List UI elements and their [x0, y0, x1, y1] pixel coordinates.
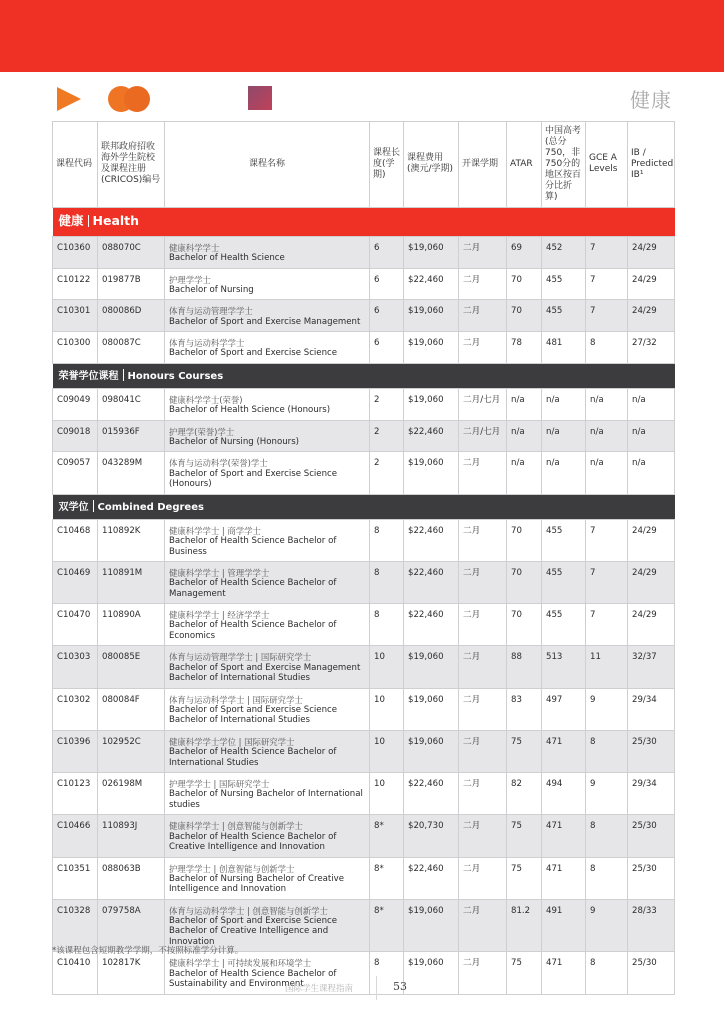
table-row — [53, 773, 675, 815]
gaokao-score: 471 — [542, 730, 586, 772]
course-name-en: Bachelor of Sport and Exercise Science Bachelor of International Studies — [169, 704, 338, 726]
course-name-en: Bachelor of Sport and Exercise Science (Honours) — [169, 468, 338, 490]
course-code: C10303 — [53, 646, 98, 688]
gaokao-score: 513 — [542, 646, 586, 688]
cricos-code: 110891M — [98, 562, 165, 604]
intake: 二月 — [459, 300, 507, 332]
group-title-en: Combined Degrees — [97, 501, 204, 513]
gce-score: n/a — [586, 388, 628, 420]
ib-score: 25/30 — [628, 952, 675, 994]
table-row — [53, 268, 675, 300]
course-name — [165, 300, 370, 332]
course-length: 6 — [370, 236, 404, 268]
course-length: 2 — [370, 452, 404, 494]
gaokao-score: 471 — [542, 952, 586, 994]
col-header-name: 课程名称 — [165, 122, 370, 208]
course-name-zh: 健康科学学士 | 经济学学士 — [169, 610, 270, 621]
course-name-en: Bachelor of Health Science Bachelor of Sustainability and Environment — [169, 968, 337, 990]
ib-score: n/a — [628, 452, 675, 494]
ib-score: 24/29 — [628, 236, 675, 268]
group-title-separator — [123, 369, 124, 381]
course-fee: $22,460 — [404, 773, 459, 815]
gce-score: 11 — [586, 646, 628, 688]
group-header-row — [53, 494, 675, 519]
course-code: C10302 — [53, 688, 98, 730]
course-name-zh: 体育与运动科学学士 | 创意智能与创新学士 — [169, 905, 328, 916]
cricos-code: 088063B — [98, 857, 165, 899]
course-name — [165, 420, 370, 452]
gaokao-score: 455 — [542, 604, 586, 646]
col-header-gaokao: 中国高考(总分750，非750分的地区按百分比折算) — [542, 122, 586, 208]
course-name — [165, 452, 370, 494]
course-name-zh: 健康科学学士学位 | 国际研究学士 — [169, 736, 295, 747]
group-title-en: Honours Courses — [127, 370, 224, 382]
course-name-zh: 体育与运动科学学士 — [169, 337, 245, 348]
course-length: 10 — [370, 730, 404, 772]
course-name-zh: 体育与运动科学学士 | 国际研究学士 — [169, 694, 303, 705]
course-name — [165, 857, 370, 899]
section-title: 健康 — [630, 88, 672, 112]
cricos-code: 110892K — [98, 519, 165, 561]
course-name-zh: 健康科学学士 | 商学学士 — [169, 525, 261, 536]
course-name — [165, 331, 370, 363]
course-name — [165, 773, 370, 815]
course-code: C10396 — [53, 730, 98, 772]
course-name-en: Bachelor of Sport and Exercise Management Bachelor of International Studies — [169, 662, 361, 684]
cricos-code: 080087C — [98, 331, 165, 363]
course-name-en: Bachelor of Sport and Exercise Science — [169, 348, 338, 359]
course-name — [165, 730, 370, 772]
intake: 二月 — [459, 952, 507, 994]
course-name-zh: 健康科学学士(荣誉) — [169, 394, 243, 405]
course-name-en: Bachelor of Nursing (Honours) — [169, 436, 300, 447]
table-row — [53, 604, 675, 646]
table-row — [53, 815, 675, 857]
col-header-atar: ATAR — [507, 122, 542, 208]
table-row — [53, 562, 675, 604]
cricos-code: 102952C — [98, 730, 165, 772]
course-name-en: Bachelor of Sport and Exercise Science Bachelor of Creative Intelligence and Innovation — [169, 916, 338, 947]
intake: 二月 — [459, 688, 507, 730]
course-code: C10122 — [53, 268, 98, 300]
cricos-code: 079758A — [98, 899, 165, 952]
atar-score: n/a — [507, 420, 542, 452]
course-name-en: Bachelor of Sport and Exercise Management — [169, 316, 361, 327]
course-fee: $19,060 — [404, 388, 459, 420]
atar-score: n/a — [507, 388, 542, 420]
course-name-zh: 健康科学学士 | 可持续发展和环境学士 — [169, 958, 312, 969]
course-fee: $19,060 — [404, 730, 459, 772]
double-circle-icon-right — [124, 86, 150, 112]
gce-score: 9 — [586, 773, 628, 815]
course-length: 2 — [370, 388, 404, 420]
atar-score: 81.2 — [507, 899, 542, 952]
course-code: C10466 — [53, 815, 98, 857]
gce-score: 7 — [586, 236, 628, 268]
course-fee: $19,060 — [404, 952, 459, 994]
course-code: C10351 — [53, 857, 98, 899]
group-title-zh: 健康 — [58, 212, 84, 228]
gce-score: 7 — [586, 268, 628, 300]
intake: 二月 — [459, 815, 507, 857]
course-fee: $22,460 — [404, 519, 459, 561]
gaokao-score: n/a — [542, 388, 586, 420]
ib-score: 28/33 — [628, 899, 675, 952]
gaokao-score: n/a — [542, 420, 586, 452]
ib-score: 27/32 — [628, 331, 675, 363]
course-fee: $19,060 — [404, 236, 459, 268]
course-length: 8 — [370, 562, 404, 604]
ib-score: 24/29 — [628, 519, 675, 561]
col-header-fee: 课程费用(澳元/学期) — [404, 122, 459, 208]
course-fee: $22,460 — [404, 562, 459, 604]
course-fee: $19,060 — [404, 300, 459, 332]
course-length: 10 — [370, 773, 404, 815]
atar-score: 70 — [507, 562, 542, 604]
group-title-en: Health — [92, 212, 140, 228]
course-name-zh: 护理学(荣誉)学士 — [169, 426, 235, 437]
gce-score: 8 — [586, 952, 628, 994]
course-fee: $19,060 — [404, 646, 459, 688]
col-header-code: 课程代码 — [53, 122, 98, 208]
intake: 二月 — [459, 730, 507, 772]
ib-score: 24/29 — [628, 300, 675, 332]
gce-score: 7 — [586, 604, 628, 646]
table-row — [53, 688, 675, 730]
atar-score: 75 — [507, 952, 542, 994]
atar-score: 70 — [507, 604, 542, 646]
cricos-code: 088070C — [98, 236, 165, 268]
intake: 二月 — [459, 519, 507, 561]
gaokao-score: n/a — [542, 452, 586, 494]
cricos-code: 110890A — [98, 604, 165, 646]
atar-score: 70 — [507, 519, 542, 561]
footnote: *该课程包含短期教学学期，不按照标准学分计算。 — [52, 946, 244, 956]
play-triangle-icon — [57, 87, 81, 111]
course-length: 6 — [370, 300, 404, 332]
course-name-zh: 体育与运动管理学学士 | 国际研究学士 — [169, 652, 312, 663]
course-fee: $19,060 — [404, 688, 459, 730]
course-code: C10328 — [53, 899, 98, 952]
gaokao-score: 497 — [542, 688, 586, 730]
group-header — [53, 207, 675, 236]
intake: 二月 — [459, 899, 507, 952]
course-name — [165, 688, 370, 730]
table-row — [53, 646, 675, 688]
ib-score: 32/37 — [628, 646, 675, 688]
course-name-zh: 健康科学学士 | 管理学学士 — [169, 568, 270, 578]
course-code: C10123 — [53, 773, 98, 815]
course-name-en: Bachelor of Health Science — [169, 253, 285, 264]
course-code: C09049 — [53, 388, 98, 420]
gce-score: 8 — [586, 730, 628, 772]
course-length: 8 — [370, 519, 404, 561]
course-length: 2 — [370, 420, 404, 452]
gaokao-score: 471 — [542, 857, 586, 899]
group-title-separator — [93, 500, 94, 512]
course-length: 8* — [370, 815, 404, 857]
intake: 二月 — [459, 773, 507, 815]
cricos-code: 080085E — [98, 646, 165, 688]
cricos-code: 080084F — [98, 688, 165, 730]
table-row — [53, 952, 675, 994]
gce-score: n/a — [586, 420, 628, 452]
course-length: 10 — [370, 688, 404, 730]
course-name — [165, 562, 370, 604]
course-name — [165, 815, 370, 857]
intake: 二月 — [459, 646, 507, 688]
gce-score: 7 — [586, 519, 628, 561]
atar-score: 83 — [507, 688, 542, 730]
table-row — [53, 452, 675, 494]
atar-score: 88 — [507, 646, 542, 688]
group-title-zh: 双学位 — [58, 501, 89, 513]
table-row — [53, 300, 675, 332]
gce-score: 8 — [586, 815, 628, 857]
gaokao-score: 455 — [542, 268, 586, 300]
group-header — [53, 363, 675, 388]
course-code: C10470 — [53, 604, 98, 646]
course-code: C09057 — [53, 452, 98, 494]
course-length: 6 — [370, 331, 404, 363]
group-header — [53, 494, 675, 519]
ib-score: 24/29 — [628, 604, 675, 646]
gaokao-score: 455 — [542, 300, 586, 332]
atar-score: 70 — [507, 268, 542, 300]
cricos-code: 080086D — [98, 300, 165, 332]
course-name — [165, 519, 370, 561]
intake: 二月/七月 — [459, 388, 507, 420]
intake: 二月 — [459, 562, 507, 604]
table-row — [53, 519, 675, 561]
atar-score: 70 — [507, 300, 542, 332]
gaokao-score: 455 — [542, 519, 586, 561]
ib-score: 25/30 — [628, 730, 675, 772]
gaokao-score: 481 — [542, 331, 586, 363]
course-code: C10301 — [53, 300, 98, 332]
gce-score: 9 — [586, 688, 628, 730]
course-name-zh: 健康科学学士 | 创意智能与创新学士 — [169, 821, 303, 832]
course-length: 8* — [370, 857, 404, 899]
table-row — [53, 331, 675, 363]
course-code: C10300 — [53, 331, 98, 363]
page-number: 53 — [393, 980, 407, 993]
course-name-en: Bachelor of Health Science Bachelor of Management — [169, 578, 337, 599]
brand-icons-row — [0, 84, 724, 114]
atar-score: 75 — [507, 857, 542, 899]
course-fee: $19,060 — [404, 331, 459, 363]
table-row — [53, 857, 675, 899]
cricos-code: 015936F — [98, 420, 165, 452]
course-length: 8 — [370, 604, 404, 646]
course-name-en: Bachelor of Health Science Bachelor of Economics — [169, 620, 337, 641]
course-name-en: Bachelor of Health Science Bachelor of Business — [169, 536, 337, 557]
ib-score: 24/29 — [628, 268, 675, 300]
course-name-zh: 健康科学学士 — [169, 242, 220, 253]
course-name-zh: 护理学学士 — [169, 274, 211, 285]
course-name-en: Bachelor of Nursing Bachelor of Creative Intelligence and Innovation — [169, 873, 345, 895]
atar-score: n/a — [507, 452, 542, 494]
intake: 二月 — [459, 452, 507, 494]
intake: 二月 — [459, 268, 507, 300]
ib-score: 29/34 — [628, 688, 675, 730]
course-code: C10410 — [53, 952, 98, 994]
group-header-row — [53, 207, 675, 236]
footer-guide-title: 国际学生课程指南 — [285, 984, 354, 994]
cricos-code: 019877B — [98, 268, 165, 300]
course-fee: $20,730 — [404, 815, 459, 857]
course-name — [165, 388, 370, 420]
col-header-cricos: 联邦政府招收海外学生院校及课程注册(CRICOS)编号 — [98, 122, 165, 208]
atar-score: 75 — [507, 815, 542, 857]
course-code: C10469 — [53, 562, 98, 604]
course-code: C10468 — [53, 519, 98, 561]
intake: 二月/七月 — [459, 420, 507, 452]
course-code: C09018 — [53, 420, 98, 452]
course-name — [165, 646, 370, 688]
col-header-intake: 开课学期 — [459, 122, 507, 208]
course-length: 8* — [370, 899, 404, 952]
gaokao-score: 452 — [542, 236, 586, 268]
course-fee: $19,060 — [404, 899, 459, 952]
ib-score: 25/30 — [628, 857, 675, 899]
intake: 二月 — [459, 331, 507, 363]
atar-score: 82 — [507, 773, 542, 815]
gce-score: 7 — [586, 300, 628, 332]
cricos-code: 102817K — [98, 952, 165, 994]
course-name — [165, 268, 370, 300]
group-title-separator — [88, 215, 89, 227]
gce-score: 7 — [586, 562, 628, 604]
course-name-en: Bachelor of Nursing Bachelor of International studies — [169, 789, 363, 810]
table-row — [53, 388, 675, 420]
course-fee: $22,460 — [404, 420, 459, 452]
footer-divider — [376, 976, 377, 1000]
table-row — [53, 420, 675, 452]
gce-score: 8 — [586, 331, 628, 363]
intake: 二月 — [459, 604, 507, 646]
gce-score: 8 — [586, 857, 628, 899]
cricos-code: 098041C — [98, 388, 165, 420]
course-name-en: Bachelor of Health Science Bachelor of Creative Intelligence and Innovation — [169, 831, 337, 853]
cricos-code: 026198M — [98, 773, 165, 815]
col-header-length: 课程长度(学期) — [370, 122, 404, 208]
col-header-gce: GCE A Levels — [586, 122, 628, 208]
col-header-ib: IB / Predicted IB¹ — [628, 122, 675, 208]
ib-score: n/a — [628, 388, 675, 420]
course-name-en: Bachelor of Health Science Bachelor of International Studies — [169, 747, 337, 768]
course-name-zh: 护理学学士 | 创意智能与创新学士 — [169, 863, 295, 874]
gaokao-score: 471 — [542, 815, 586, 857]
course-length: 10 — [370, 646, 404, 688]
ib-score: 24/29 — [628, 562, 675, 604]
course-fee: $22,460 — [404, 857, 459, 899]
group-title-zh: 荣誉学位课程 — [58, 370, 119, 382]
intake: 二月 — [459, 236, 507, 268]
ib-score: 29/34 — [628, 773, 675, 815]
gce-score: 9 — [586, 899, 628, 952]
course-name-en: Bachelor of Nursing — [169, 284, 254, 295]
course-name — [165, 236, 370, 268]
group-header-row — [53, 363, 675, 388]
course-name — [165, 604, 370, 646]
gaokao-score: 494 — [542, 773, 586, 815]
gaokao-score: 455 — [542, 562, 586, 604]
course-fee: $22,460 — [404, 268, 459, 300]
table-row — [53, 236, 675, 268]
table-row — [53, 730, 675, 772]
table-body — [53, 207, 675, 994]
ib-score: 25/30 — [628, 815, 675, 857]
course-code: C10360 — [53, 236, 98, 268]
course-table — [52, 121, 675, 995]
atar-score: 69 — [507, 236, 542, 268]
course-name-zh: 体育与运动管理学学士 — [169, 306, 253, 317]
gaokao-score: 491 — [542, 899, 586, 952]
course-length: 6 — [370, 268, 404, 300]
course-name-zh: 体育与运动科学(荣誉)学士 — [169, 458, 268, 469]
gce-score: n/a — [586, 452, 628, 494]
top-color-band — [0, 0, 724, 72]
cricos-code: 043289M — [98, 452, 165, 494]
cricos-code: 110893J — [98, 815, 165, 857]
course-fee: $19,060 — [404, 452, 459, 494]
course-name-en: Bachelor of Health Science (Honours) — [169, 405, 331, 416]
course-fee: $22,460 — [404, 604, 459, 646]
square-icon — [248, 86, 272, 110]
atar-score: 75 — [507, 730, 542, 772]
intake: 二月 — [459, 857, 507, 899]
course-name-zh: 护理学学士 | 国际研究学士 — [169, 779, 270, 790]
atar-score: 78 — [507, 331, 542, 363]
ib-score: n/a — [628, 420, 675, 452]
table-header-row — [53, 122, 675, 208]
course-length: 8 — [370, 952, 404, 994]
